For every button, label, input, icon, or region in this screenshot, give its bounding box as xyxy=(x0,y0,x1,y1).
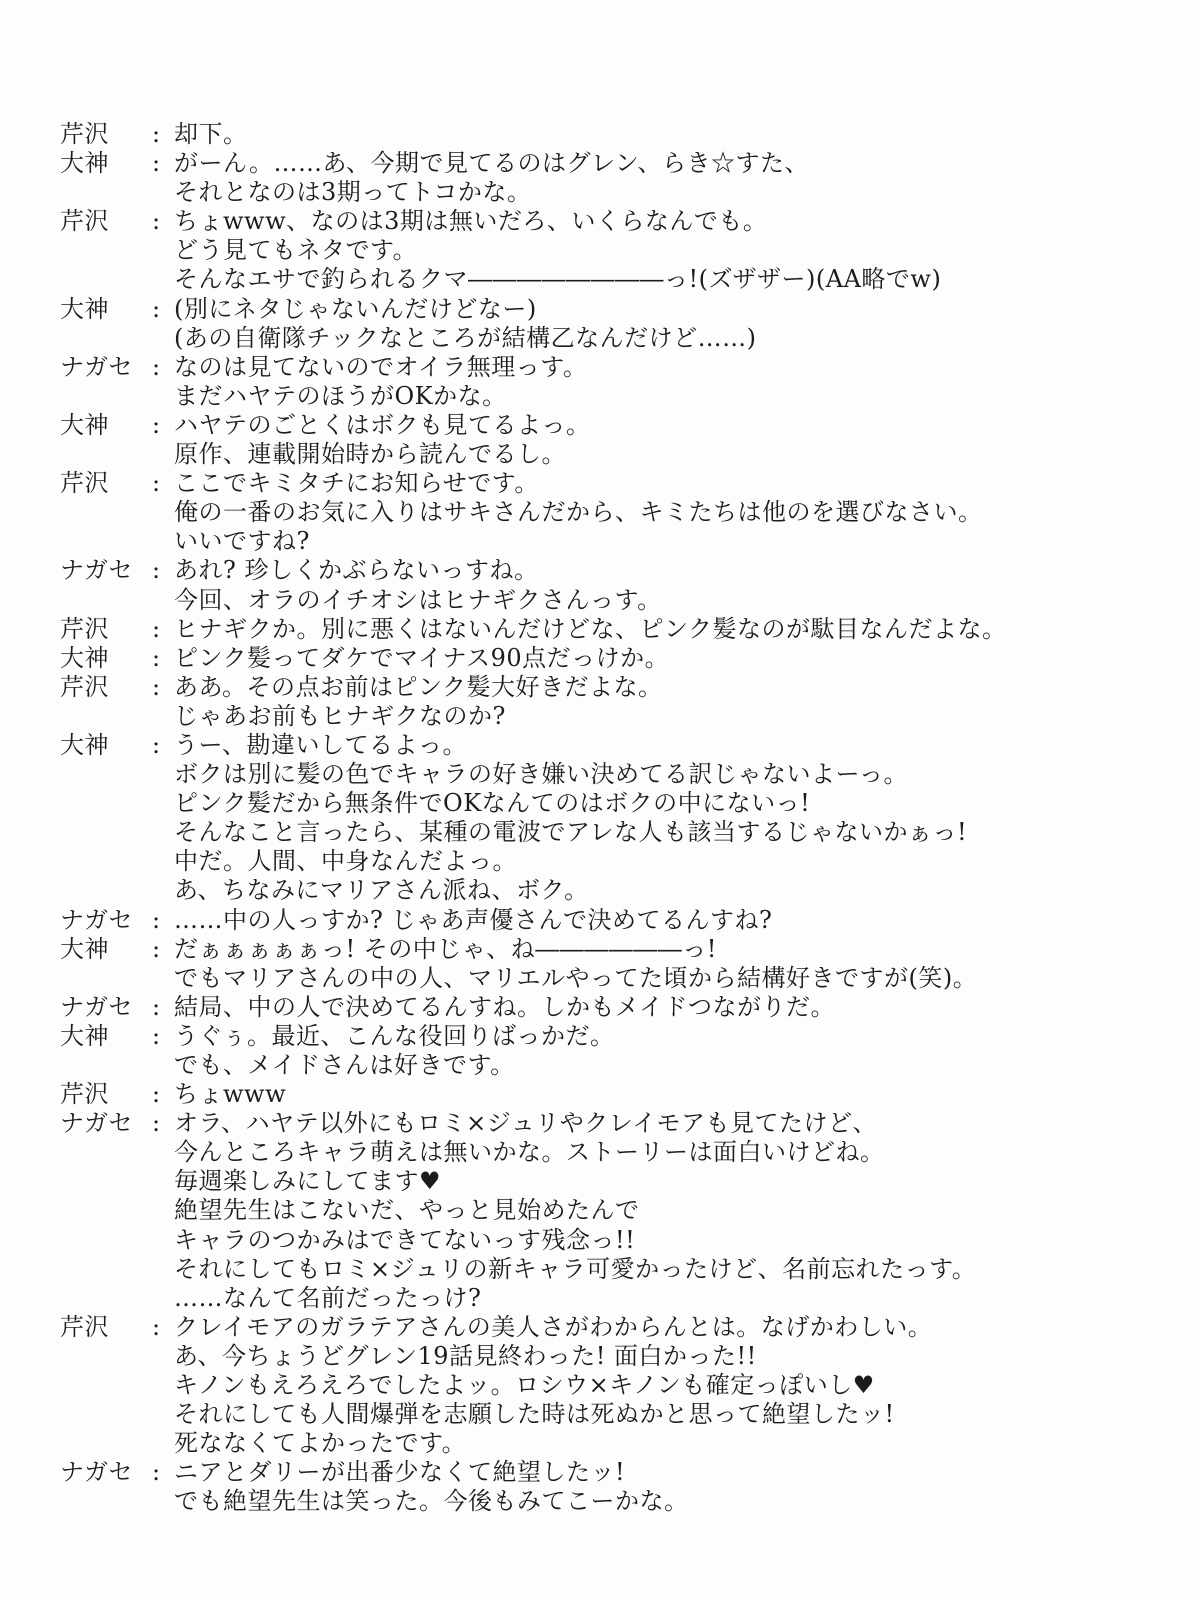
dialogue-line: あれ? 珍しくかぶらないっすね。 xyxy=(174,556,539,585)
speaker-separator: : xyxy=(152,1109,161,1138)
dialogue-lines xyxy=(174,935,1170,993)
speaker-separator: : xyxy=(152,149,161,178)
dialogue-line: うぐぅ。最近、こんな役回りばっかだ。 xyxy=(174,1021,615,1050)
speaker-separator: : xyxy=(152,934,161,963)
dialogue-line: 毎週楽しみにしてます♥ xyxy=(174,1167,442,1196)
speaker-separator: : xyxy=(152,1458,161,1487)
speaker-separator: : xyxy=(152,992,161,1021)
speaker-separator: : xyxy=(152,294,161,323)
speaker-name: ナガセ xyxy=(60,556,134,585)
speaker-separator: : xyxy=(152,207,161,236)
speaker-separator: : xyxy=(152,1080,161,1109)
speaker-name: ナガセ xyxy=(60,992,134,1021)
speaker-name: 芹沢 xyxy=(60,614,109,643)
dialogue-line: ハヤテのごとくはボクも見てるよっ。 xyxy=(174,410,591,439)
speaker-name: 大神 xyxy=(60,1021,109,1050)
dialogue-line: ボクは別に髪の色でキャラの好き嫌い決めてる訳じゃないよーっ。 xyxy=(174,760,909,789)
dialogue-line: それにしても人間爆弾を志願した時は死ぬかと思って絶望したッ! xyxy=(174,1400,895,1429)
dialogue-entry xyxy=(60,469,1170,556)
dialogue-line: うー、勘違いしてるよっ。 xyxy=(174,730,468,759)
dialogue-lines xyxy=(174,615,1170,644)
dialogue-entry xyxy=(60,615,1170,644)
speaker-separator: : xyxy=(152,556,161,585)
dialogue-lines xyxy=(174,1022,1170,1080)
dialogue-entry xyxy=(60,556,1170,614)
dialogue-line: でも、メイドさんは好きです。 xyxy=(174,1051,515,1079)
dialogue-line: どう見てもネタです。 xyxy=(174,236,418,265)
dialogue-entry xyxy=(60,1458,1170,1516)
speaker-name: 大神 xyxy=(60,294,109,323)
dialogue-entry xyxy=(60,673,1170,731)
dialogue-line: なのは見てないのでオイラ無理っす。 xyxy=(174,352,588,381)
dialogue-line: そんなエサで釣られるクマ――――――――っ!(ズザザー)(AA略でw) xyxy=(174,265,942,294)
dialogue-lines xyxy=(174,673,1170,731)
dialogue-entry xyxy=(60,1109,1170,1313)
dialogue-lines xyxy=(174,556,1170,614)
dialogue-entry xyxy=(60,935,1170,993)
dialogue-lines xyxy=(174,207,1170,294)
dialogue-line: 絶望先生はこないだ、やっと見始めたんで xyxy=(174,1196,640,1225)
speaker-name: 芹沢 xyxy=(60,1312,109,1341)
dialogue-line: あ、今ちょうどグレン19話見終わった! 面白かった!! xyxy=(174,1341,757,1370)
dialogue-line: 結局、中の人で決めてるんすね。しかもメイドつながりだ。 xyxy=(174,992,836,1021)
dialogue-line: 却下。 xyxy=(174,120,248,148)
speaker-name: 大神 xyxy=(60,410,109,439)
dialogue-line: ああ。その点お前はピンク髪大好きだよな。 xyxy=(174,672,663,701)
dialogue-entry xyxy=(60,731,1170,906)
dialogue-line: でも絶望先生は笑った。今後もみてこーかな。 xyxy=(174,1487,689,1516)
dialogue-lines xyxy=(174,120,1170,149)
dialogue-line: 原作、連載開始時から読んでるし。 xyxy=(174,440,566,469)
dialogue-lines xyxy=(174,906,1170,935)
dialogue-entry xyxy=(60,207,1170,294)
dialogue-line: ちょwww、なのは3期は無いだろ、いくらなんでも。 xyxy=(174,207,768,236)
dialogue-lines xyxy=(174,731,1170,906)
speaker-separator: : xyxy=(152,352,161,381)
dialogue-lines xyxy=(174,1313,1170,1458)
speaker-name: ナガセ xyxy=(60,905,134,934)
dialogue-line: でもマリアさんの中の人、マリエルやってた頃から結構好きですが(笑)。 xyxy=(174,963,978,992)
dialogue-line: オラ、ハヤテ以外にもロミ×ジュリやクレイモアも見てたけど、 xyxy=(174,1109,878,1138)
speaker-name: 芹沢 xyxy=(60,207,109,236)
speaker-separator: : xyxy=(152,1312,161,1341)
speaker-separator: : xyxy=(152,614,161,643)
dialogue-line: じゃあお前もヒナギクなのか? xyxy=(174,701,506,730)
speaker-separator: : xyxy=(152,410,161,439)
dialogue-entry xyxy=(60,644,1170,673)
dialogue-lines xyxy=(174,295,1170,353)
dialogue-transcript xyxy=(60,120,1170,1517)
dialogue-entry xyxy=(60,906,1170,935)
speaker-name: 大神 xyxy=(60,149,109,178)
dialogue-lines xyxy=(174,1458,1170,1516)
dialogue-line: いいですね? xyxy=(174,527,310,556)
dialogue-line: ニアとダリーが出番少なくて絶望したッ! xyxy=(174,1458,626,1487)
dialogue-line: キャラのつかみはできてないっす残念っ!! xyxy=(174,1225,636,1254)
dialogue-line: ……中の人っすか? じゃあ声優さんで決めてるんすね? xyxy=(174,905,773,934)
speaker-separator: : xyxy=(152,730,161,759)
dialogue-lines xyxy=(174,353,1170,411)
speaker-name: ナガセ xyxy=(60,1458,134,1487)
speaker-separator: : xyxy=(152,672,161,701)
dialogue-entry xyxy=(60,1313,1170,1458)
speaker-name: 大神 xyxy=(60,730,109,759)
dialogue-line: まだハヤテのほうがOKかな。 xyxy=(174,381,507,410)
speaker-name: 芹沢 xyxy=(60,1080,109,1109)
dialogue-line: クレイモアのガラテアさんの美人さがわからんとは。なげかわしい。 xyxy=(174,1312,933,1341)
dialogue-entry xyxy=(60,120,1170,149)
speaker-name: 芹沢 xyxy=(60,469,109,498)
dialogue-lines xyxy=(174,149,1170,207)
dialogue-line: (別にネタじゃないんだけどなー) xyxy=(174,294,537,323)
speaker-name: 大神 xyxy=(60,643,109,672)
dialogue-line: ピンク髪ってダケでマイナス90点だっけか。 xyxy=(174,643,670,672)
speaker-separator: : xyxy=(152,1021,161,1050)
dialogue-line: ピンク髪だから無条件でOKなんてのはボクの中にないっ! xyxy=(174,789,811,818)
dialogue-line: 中だ。人間、中身なんだよっ。 xyxy=(174,847,517,876)
dialogue-line: ここでキミタチにお知らせです。 xyxy=(174,469,539,498)
dialogue-line: だぁぁぁぁぁっ! その中じゃ、ね――――――っ! xyxy=(174,934,717,963)
speaker-separator: : xyxy=(152,643,161,672)
dialogue-lines xyxy=(174,644,1170,673)
dialogue-line: (あの自衛隊チックなところが結構乙なんだけど……) xyxy=(174,323,757,352)
dialogue-entry xyxy=(60,411,1170,469)
dialogue-lines xyxy=(174,993,1170,1022)
dialogue-entry xyxy=(60,353,1170,411)
dialogue-entry xyxy=(60,149,1170,207)
speaker-separator: : xyxy=(152,120,161,148)
speaker-name: 大神 xyxy=(60,934,109,963)
dialogue-lines xyxy=(174,411,1170,469)
speaker-name: ナガセ xyxy=(60,352,134,381)
dialogue-line: ちょwww xyxy=(174,1080,287,1109)
dialogue-lines xyxy=(174,1080,1170,1109)
dialogue-line: そんなこと言ったら、某種の電波でアレな人も該当するじゃないかぁっ! xyxy=(174,818,968,847)
dialogue-lines xyxy=(174,469,1170,556)
speaker-name: ナガセ xyxy=(60,1109,134,1138)
dialogue-line: それとなのは3期ってトコかな。 xyxy=(174,178,532,207)
speaker-name: 芹沢 xyxy=(60,120,109,148)
dialogue-entry xyxy=(60,295,1170,353)
dialogue-line: 今回、オラのイチオシはヒナギクさんっす。 xyxy=(174,585,662,614)
dialogue-line: それにしてもロミ×ジュリの新キャラ可愛かったけど、名前忘れたっす。 xyxy=(174,1254,977,1283)
dialogue-line: ヒナギクか。別に悪くはないんだけどな、ピンク髪なのが駄目なんだよな。 xyxy=(174,614,1007,643)
dialogue-line: キノンもえろえろでしたよッ。ロシウ×キノンも確定っぽいし♥ xyxy=(174,1371,875,1400)
speaker-separator: : xyxy=(152,469,161,498)
dialogue-line: がーん。……あ、今期で見てるのはグレン、らき☆すた、 xyxy=(174,149,809,178)
dialogue-entry xyxy=(60,993,1170,1022)
dialogue-entry xyxy=(60,1022,1170,1080)
dialogue-lines xyxy=(174,1109,1170,1313)
speaker-name: 芹沢 xyxy=(60,672,109,701)
speaker-separator: : xyxy=(152,905,161,934)
dialogue-entry xyxy=(60,1080,1170,1109)
dialogue-line: 俺の一番のお気に入りはサキさんだから、キミたちは他のを選びなさい。 xyxy=(174,498,983,527)
dialogue-line: あ、ちなみにマリアさん派ね、ボク。 xyxy=(174,876,589,905)
dialogue-line: 死ななくてよかったです。 xyxy=(174,1429,467,1458)
dialogue-line: ……なんて名前だったっけ? xyxy=(174,1283,482,1312)
dialogue-line: 今んところキャラ萌えは無いかな。ストーリーは面白いけどね。 xyxy=(174,1138,885,1167)
